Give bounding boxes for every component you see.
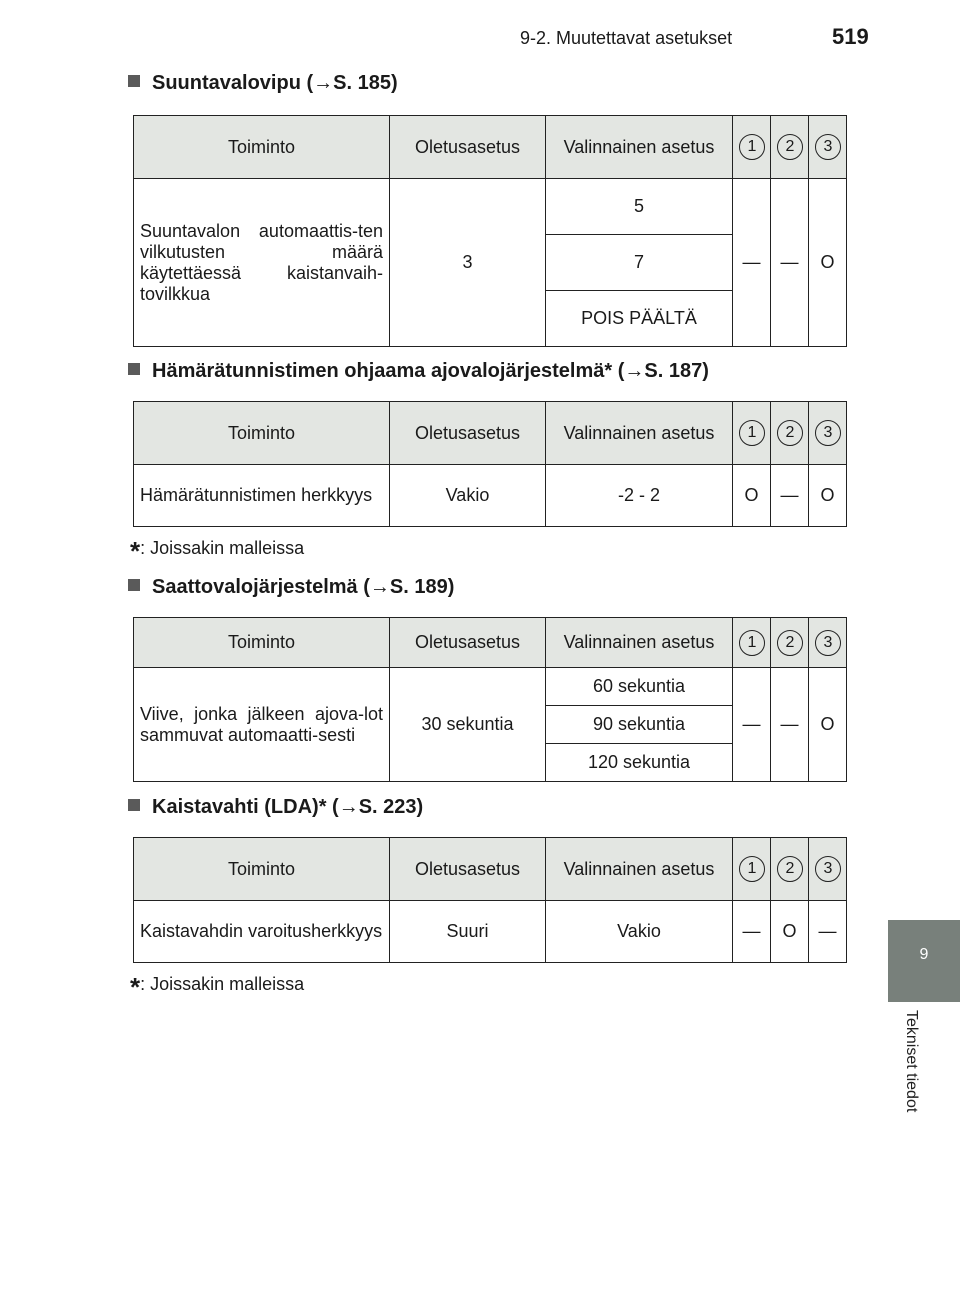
table-row bbox=[134, 668, 847, 706]
table-header-row bbox=[134, 402, 847, 465]
footnote-text: : Joissakin malleissa bbox=[140, 974, 305, 994]
settings-table-follow-me bbox=[133, 617, 847, 782]
option-cell: 120 sekuntia bbox=[546, 744, 733, 782]
col-default: Oletusasetus bbox=[390, 838, 546, 901]
option-cell: POIS PÄÄLTÄ bbox=[546, 291, 733, 347]
circled-1-icon: 1 bbox=[739, 856, 765, 882]
settings-table-lane-departure bbox=[133, 837, 847, 963]
section-heading-text: Hämärätunnistimen ohjaama ajovalojärjestelmä* (→S. 187) bbox=[152, 360, 709, 382]
section-heading-twilight-sensor bbox=[128, 360, 709, 383]
default-cell: 3 bbox=[390, 179, 546, 347]
col-function: Toiminto bbox=[134, 838, 390, 901]
function-cell: Hämärätunnistimen herkkyys bbox=[134, 465, 390, 527]
option-cell: 5 bbox=[546, 179, 733, 235]
function-cell: Kaistavahdin varoitusherkkyys bbox=[134, 901, 390, 963]
settings-table-twilight-sensor bbox=[133, 401, 847, 527]
table-row bbox=[134, 179, 847, 235]
default-cell: 30 sekuntia bbox=[390, 668, 546, 782]
chapter-number: 9 bbox=[919, 946, 929, 963]
chapter-label: Tekniset tiedot bbox=[903, 1010, 920, 1113]
footnote-text: : Joissakin malleissa bbox=[140, 538, 305, 558]
col-default: Oletusasetus bbox=[390, 116, 546, 179]
section-heading-text: Saattovalojärjestelmä (→S. 189) bbox=[152, 576, 455, 598]
column-3-cell: — bbox=[809, 901, 847, 963]
circled-1-icon: 1 bbox=[739, 134, 765, 160]
square-bullet-icon bbox=[128, 363, 140, 375]
table-header-row bbox=[134, 618, 847, 668]
col-function: Toiminto bbox=[134, 402, 390, 465]
option-cell: Vakio bbox=[546, 901, 733, 963]
table-row bbox=[134, 465, 847, 527]
square-bullet-icon bbox=[128, 799, 140, 811]
section-heading-follow-me bbox=[128, 576, 454, 599]
column-2-cell: O bbox=[771, 901, 809, 963]
col-optional: Valinnainen asetus bbox=[546, 402, 733, 465]
circled-3-icon: 3 bbox=[815, 856, 841, 882]
function-cell: Suuntavalon automaattis-ten vilkutusten määrä käytettäessä kaistanvaih-tovilkkua bbox=[134, 179, 390, 347]
option-cell: 60 sekuntia bbox=[546, 668, 733, 706]
circled-3-icon: 3 bbox=[815, 134, 841, 160]
option-cell: 90 sekuntia bbox=[546, 706, 733, 744]
column-1-cell: — bbox=[733, 668, 771, 782]
col-optional: Valinnainen asetus bbox=[546, 838, 733, 901]
col-function: Toiminto bbox=[134, 116, 390, 179]
option-cell: -2 - 2 bbox=[546, 465, 733, 527]
section-title: 9-2. Muutettavat asetukset bbox=[520, 28, 733, 48]
section-heading-text: Suuntavalovipu (→S. 185) bbox=[152, 72, 398, 94]
col-optional: Valinnainen asetus bbox=[546, 116, 733, 179]
section-heading-text: Kaistavahti (LDA)* (→S. 223) bbox=[152, 796, 424, 818]
circled-1-icon: 1 bbox=[739, 420, 765, 446]
circled-3-icon: 3 bbox=[815, 630, 841, 656]
square-bullet-icon bbox=[128, 579, 140, 591]
square-bullet-icon bbox=[128, 75, 140, 87]
function-cell: Viive, jonka jälkeen ajova-lot sammuvat automaatti-sesti bbox=[134, 668, 390, 782]
footnote-star: * bbox=[130, 972, 141, 1002]
column-3-cell: O bbox=[809, 179, 847, 347]
col-optional: Valinnainen asetus bbox=[546, 618, 733, 668]
col-function: Toiminto bbox=[134, 618, 390, 668]
column-3-cell: O bbox=[809, 465, 847, 527]
col-default: Oletusasetus bbox=[390, 402, 546, 465]
section-heading-lane-departure bbox=[128, 796, 423, 819]
column-3-cell: O bbox=[809, 668, 847, 782]
column-1-cell: — bbox=[733, 179, 771, 347]
table-row bbox=[134, 901, 847, 963]
settings-table-turn-signal bbox=[133, 115, 847, 347]
column-2-cell: — bbox=[771, 668, 809, 782]
table-header-row bbox=[134, 838, 847, 901]
column-2-cell: — bbox=[771, 179, 809, 347]
page-number: 519 bbox=[832, 24, 869, 49]
default-cell: Suuri bbox=[390, 901, 546, 963]
default-cell: Vakio bbox=[390, 465, 546, 527]
circled-3-icon: 3 bbox=[815, 420, 841, 446]
footnote bbox=[130, 536, 304, 567]
circled-2-icon: 2 bbox=[777, 420, 803, 446]
circled-2-icon: 2 bbox=[777, 134, 803, 160]
column-1-cell: — bbox=[733, 901, 771, 963]
column-1-cell: O bbox=[733, 465, 771, 527]
footnote-star: * bbox=[130, 536, 141, 566]
col-default: Oletusasetus bbox=[390, 618, 546, 668]
circled-1-icon: 1 bbox=[739, 630, 765, 656]
circled-2-icon: 2 bbox=[777, 856, 803, 882]
circled-2-icon: 2 bbox=[777, 630, 803, 656]
table-header-row bbox=[134, 116, 847, 179]
column-2-cell: — bbox=[771, 465, 809, 527]
option-cell: 7 bbox=[546, 235, 733, 291]
footnote bbox=[130, 972, 304, 1003]
section-heading-turn-signal bbox=[128, 72, 398, 95]
